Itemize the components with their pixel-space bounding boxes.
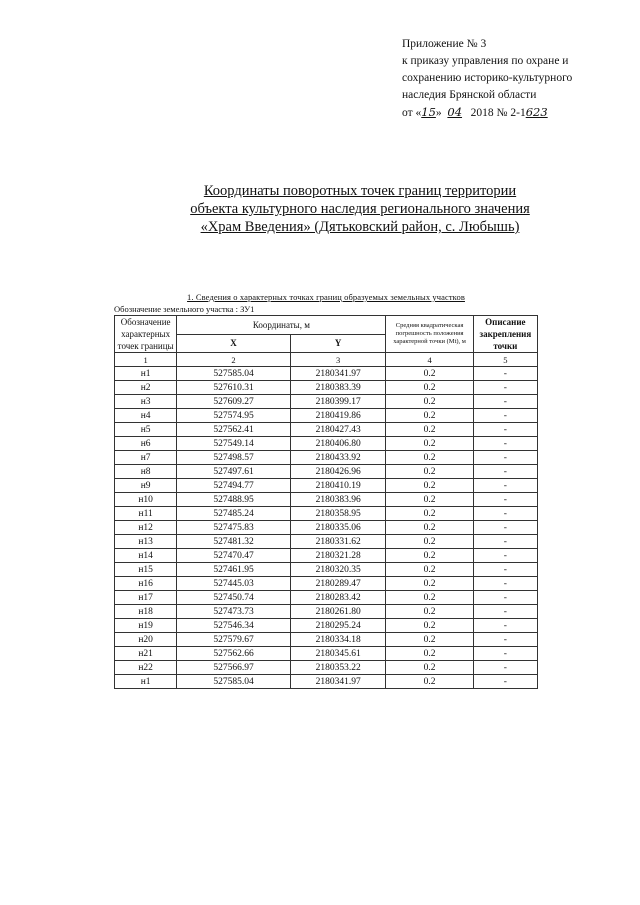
cell-description: - xyxy=(473,493,537,507)
cell-y: 2180419.86 xyxy=(290,409,386,423)
table-row xyxy=(115,591,538,605)
appendix-line-region: наследия Брянской области xyxy=(402,89,537,101)
table-row xyxy=(115,549,538,563)
date-year-number: 2018 № 2-1 xyxy=(470,107,526,119)
cell-x: 527475.83 xyxy=(177,521,291,535)
table-row xyxy=(115,563,538,577)
cell-x: 527450.74 xyxy=(177,591,291,605)
table-row xyxy=(115,367,538,381)
cell-y: 2180399.17 xyxy=(290,395,386,409)
cell-y: 2180289.47 xyxy=(290,577,386,591)
cell-point: н15 xyxy=(115,563,177,577)
cell-description: - xyxy=(473,577,537,591)
cell-point: н6 xyxy=(115,437,177,451)
cell-point: н22 xyxy=(115,661,177,675)
cell-accuracy: 0.2 xyxy=(386,563,473,577)
cell-point: н21 xyxy=(115,647,177,661)
cell-y: 2180261.80 xyxy=(290,605,386,619)
cell-accuracy: 0.2 xyxy=(386,395,473,409)
cell-x: 527445.03 xyxy=(177,577,291,591)
table-row xyxy=(115,619,538,633)
table-row xyxy=(115,535,538,549)
cell-description: - xyxy=(473,451,537,465)
cell-y: 2180427.43 xyxy=(290,423,386,437)
column-number-row xyxy=(115,353,538,367)
cell-point: н11 xyxy=(115,507,177,521)
appendix-line-order: к приказу управления по охране и xyxy=(402,55,569,67)
cell-accuracy: 0.2 xyxy=(386,521,473,535)
cell-accuracy: 0.2 xyxy=(386,367,473,381)
cell-description: - xyxy=(473,479,537,493)
cell-point: н1 xyxy=(115,675,177,689)
cell-point: н10 xyxy=(115,493,177,507)
cell-y: 2180283.42 xyxy=(290,591,386,605)
table-row xyxy=(115,479,538,493)
cell-x: 527546.34 xyxy=(177,619,291,633)
date-mid: » xyxy=(435,107,442,119)
cell-y: 2180345.61 xyxy=(290,647,386,661)
cell-point: н12 xyxy=(115,521,177,535)
cell-accuracy: 0.2 xyxy=(386,661,473,675)
cell-description: - xyxy=(473,619,537,633)
cell-description: - xyxy=(473,423,537,437)
cell-x: 527574.95 xyxy=(177,409,291,423)
cell-y: 2180383.39 xyxy=(290,381,386,395)
cell-y: 2180295.24 xyxy=(290,619,386,633)
cell-accuracy: 0.2 xyxy=(386,577,473,591)
cell-accuracy: 0.2 xyxy=(386,535,473,549)
cell-description: - xyxy=(473,563,537,577)
cell-x: 527609.27 xyxy=(177,395,291,409)
cell-x: 527461.95 xyxy=(177,563,291,577)
appendix-number: Приложение № 3 xyxy=(402,38,487,50)
header-x: X xyxy=(177,334,291,353)
cell-point: н9 xyxy=(115,479,177,493)
column-number: 1 xyxy=(115,353,177,367)
cell-y: 2180410.19 xyxy=(290,479,386,493)
cell-point: н7 xyxy=(115,451,177,465)
header-point: Обозначение характерных точек границы xyxy=(115,316,177,353)
appendix-block xyxy=(402,36,634,122)
cell-x: 527498.57 xyxy=(177,451,291,465)
cell-accuracy: 0.2 xyxy=(386,423,473,437)
table-row xyxy=(115,409,538,423)
section-heading: 1. Сведения о характерных точках границ образуемых земельных участков xyxy=(187,292,465,302)
cell-x: 527549.14 xyxy=(177,437,291,451)
cell-description: - xyxy=(473,395,537,409)
cell-x: 527470.47 xyxy=(177,549,291,563)
cell-y: 2180320.35 xyxy=(290,563,386,577)
table-row xyxy=(115,521,538,535)
table-row xyxy=(115,633,538,647)
coordinates-table-body xyxy=(115,367,538,689)
cell-y: 2180433.92 xyxy=(290,451,386,465)
cell-point: н20 xyxy=(115,633,177,647)
cell-description: - xyxy=(473,437,537,451)
cell-accuracy: 0.2 xyxy=(386,465,473,479)
cell-point: н2 xyxy=(115,381,177,395)
cell-y: 2180406.80 xyxy=(290,437,386,451)
cell-y: 2180331.62 xyxy=(290,535,386,549)
cell-point: н5 xyxy=(115,423,177,437)
cell-x: 527566.97 xyxy=(177,661,291,675)
cell-accuracy: 0.2 xyxy=(386,381,473,395)
cell-y: 2180341.97 xyxy=(290,675,386,689)
cell-point: н8 xyxy=(115,465,177,479)
cell-x: 527562.41 xyxy=(177,423,291,437)
title-line-3: «Храм Введения» (Дятьковский район, с. Любышь) xyxy=(200,219,520,235)
table-row xyxy=(115,437,538,451)
column-number: 2 xyxy=(177,353,291,367)
cell-x: 527494.77 xyxy=(177,479,291,493)
cell-accuracy: 0.2 xyxy=(386,549,473,563)
cell-accuracy: 0.2 xyxy=(386,633,473,647)
table-row xyxy=(115,647,538,661)
cell-accuracy: 0.2 xyxy=(386,591,473,605)
column-number: 5 xyxy=(473,353,537,367)
date-prefix: от « xyxy=(402,107,422,119)
cell-x: 527585.04 xyxy=(177,675,291,689)
coordinates-table xyxy=(114,315,538,689)
header-y: Y xyxy=(290,334,386,353)
cell-x: 527579.67 xyxy=(177,633,291,647)
cell-description: - xyxy=(473,591,537,605)
cell-x: 527485.24 xyxy=(177,507,291,521)
cell-y: 2180358.95 xyxy=(290,507,386,521)
cell-point: н13 xyxy=(115,535,177,549)
cell-description: - xyxy=(473,647,537,661)
cell-accuracy: 0.2 xyxy=(386,479,473,493)
header-coordinates: Координаты, м xyxy=(177,316,386,335)
cell-y: 2180334.18 xyxy=(290,633,386,647)
cell-accuracy: 0.2 xyxy=(386,437,473,451)
cell-description: - xyxy=(473,465,537,479)
cell-accuracy: 0.2 xyxy=(386,605,473,619)
cell-description: - xyxy=(473,633,537,647)
table-row xyxy=(115,451,538,465)
cell-description: - xyxy=(473,521,537,535)
cell-description: - xyxy=(473,367,537,381)
cell-y: 2180341.97 xyxy=(290,367,386,381)
cell-point: н1 xyxy=(115,367,177,381)
header-accuracy: Средняя квадратическая погрешность положения характерной точки (Mt), м xyxy=(386,316,473,353)
cell-description: - xyxy=(473,661,537,675)
appendix-line-preservation: сохранению историко-культурного xyxy=(402,72,573,84)
cell-point: н16 xyxy=(115,577,177,591)
table-row xyxy=(115,381,538,395)
cell-x: 527497.61 xyxy=(177,465,291,479)
cell-point: н17 xyxy=(115,591,177,605)
cell-description: - xyxy=(473,549,537,563)
table-row xyxy=(115,395,538,409)
table-row xyxy=(115,493,538,507)
cell-description: - xyxy=(473,535,537,549)
table-row xyxy=(115,577,538,591)
title-line-2: объекта культурного наследия регионального значения xyxy=(190,201,530,217)
cell-x: 527481.32 xyxy=(177,535,291,549)
cell-description: - xyxy=(473,507,537,521)
cell-x: 527585.04 xyxy=(177,367,291,381)
date-month: 04 xyxy=(447,105,463,119)
header-description: Описание закрепления точки xyxy=(473,316,537,353)
date-day: 15 xyxy=(421,105,436,119)
table-row xyxy=(115,465,538,479)
date-number-handwritten: 623 xyxy=(525,105,548,119)
column-number: 4 xyxy=(386,353,473,367)
cell-point: н4 xyxy=(115,409,177,423)
cell-accuracy: 0.2 xyxy=(386,409,473,423)
cell-accuracy: 0.2 xyxy=(386,493,473,507)
table-row xyxy=(115,507,538,521)
appendix-date-line xyxy=(402,104,634,122)
cell-point: н14 xyxy=(115,549,177,563)
table-row xyxy=(115,661,538,675)
column-number: 3 xyxy=(290,353,386,367)
table-row xyxy=(115,675,538,689)
cell-x: 527473.73 xyxy=(177,605,291,619)
cell-point: н18 xyxy=(115,605,177,619)
cell-description: - xyxy=(473,675,537,689)
cell-description: - xyxy=(473,409,537,423)
cell-x: 527488.95 xyxy=(177,493,291,507)
cell-point: н19 xyxy=(115,619,177,633)
cell-x: 527562.66 xyxy=(177,647,291,661)
cell-y: 2180321.28 xyxy=(290,549,386,563)
land-plot-label: Обозначение земельного участка : ЗУ1 xyxy=(114,304,255,314)
cell-y: 2180426.96 xyxy=(290,465,386,479)
cell-y: 2180383.96 xyxy=(290,493,386,507)
cell-description: - xyxy=(473,381,537,395)
cell-y: 2180353.22 xyxy=(290,661,386,675)
cell-description: - xyxy=(473,605,537,619)
cell-accuracy: 0.2 xyxy=(386,451,473,465)
table-row xyxy=(115,605,538,619)
document-title xyxy=(150,182,570,236)
cell-accuracy: 0.2 xyxy=(386,619,473,633)
cell-point: н3 xyxy=(115,395,177,409)
cell-y: 2180335.06 xyxy=(290,521,386,535)
cell-x: 527610.31 xyxy=(177,381,291,395)
cell-accuracy: 0.2 xyxy=(386,675,473,689)
cell-accuracy: 0.2 xyxy=(386,507,473,521)
table-row xyxy=(115,423,538,437)
title-line-1: Координаты поворотных точек границ территории xyxy=(203,183,517,199)
cell-accuracy: 0.2 xyxy=(386,647,473,661)
